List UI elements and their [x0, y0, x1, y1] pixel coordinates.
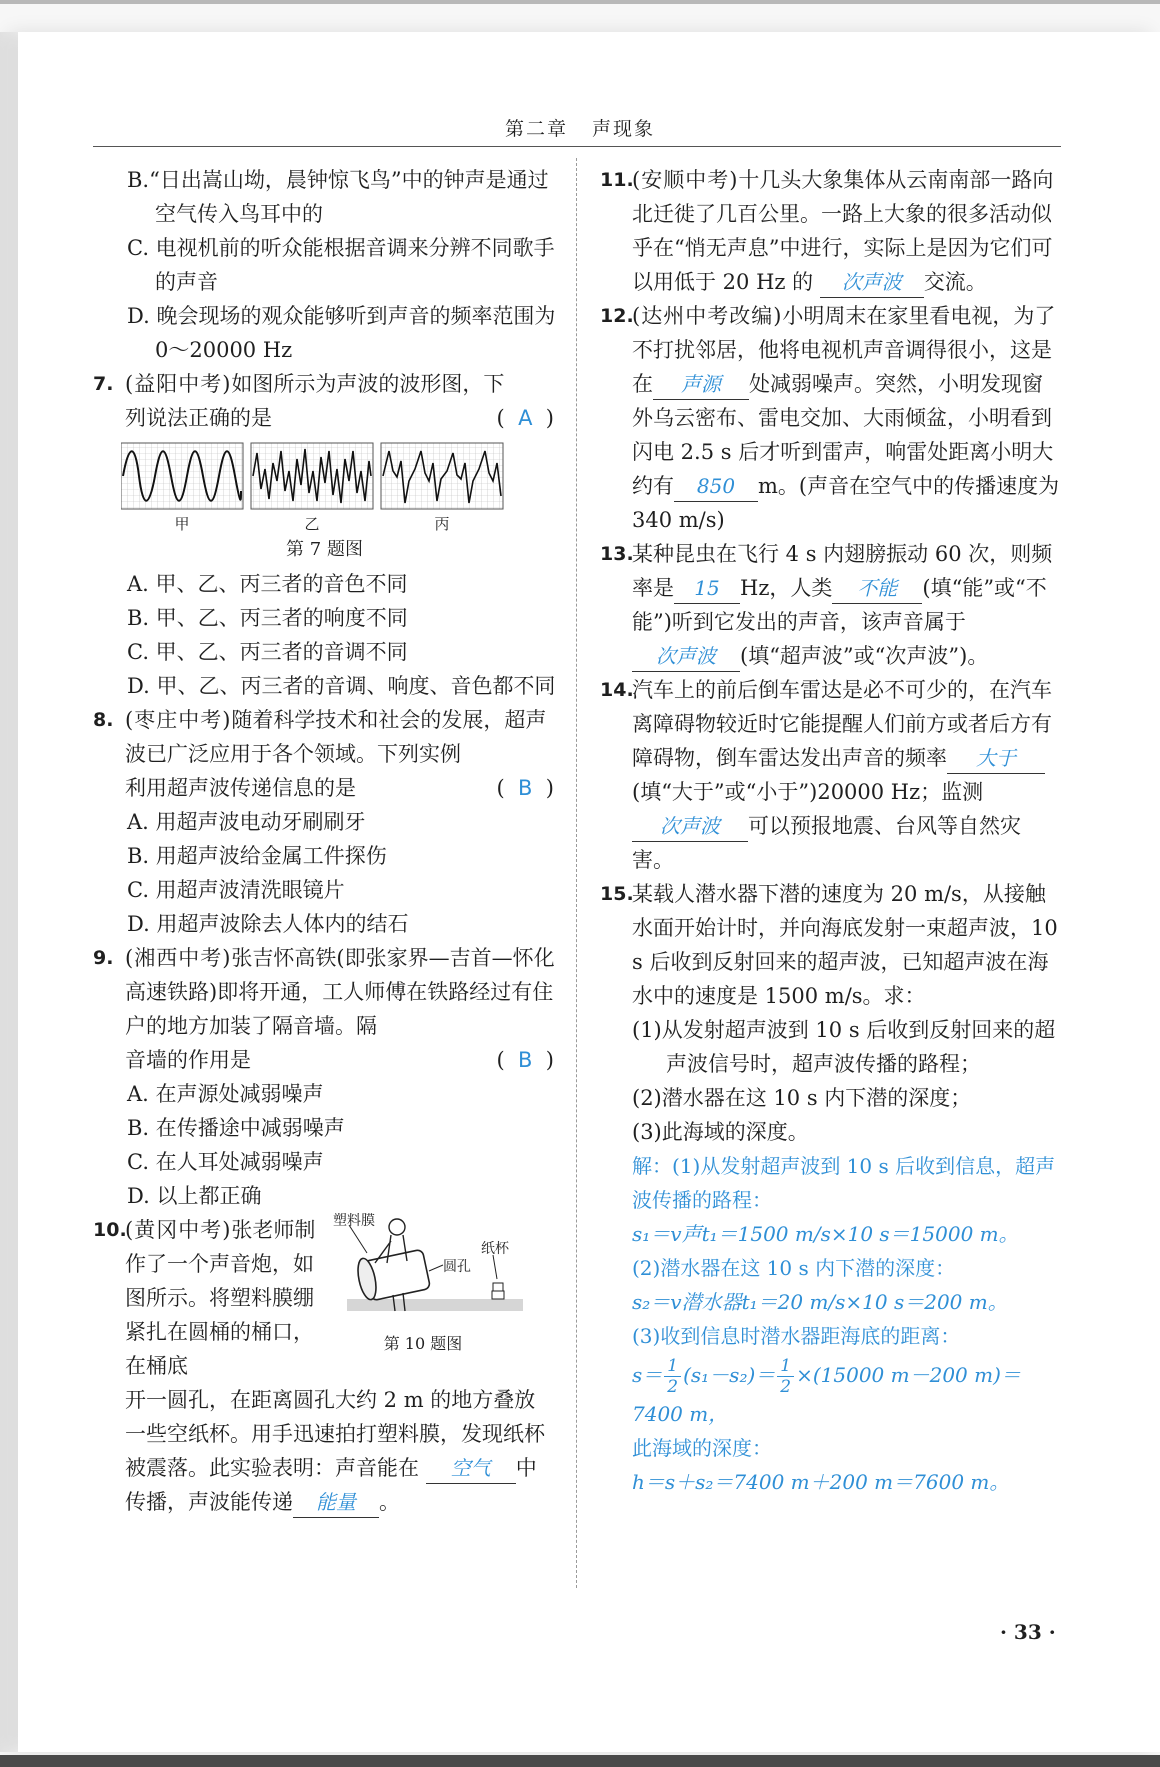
frac2-den: 2 [780, 1377, 792, 1397]
q10-sound-cannon-figure [333, 1213, 529, 1363]
q9-stem-a: 张吉怀高铁(即张家界—吉首—怀化高速铁路)即将开通，工人师傅在铁路经过有住户的地方加装了隔音墙。隔 [125, 946, 555, 1038]
question-14 [600, 673, 1062, 877]
solution-line-8: 此海域的深度： [632, 1436, 772, 1460]
frac1-num: 1 [664, 1356, 681, 1377]
q7-stem-a: 如图所示为声波的波形图，下 [231, 372, 505, 396]
q7-source: (益阳中考) [125, 372, 232, 396]
q7-answer-bracket: ( A ) [496, 406, 554, 430]
q11-blank-1: 次声波 [820, 267, 924, 298]
q14-number: 14. [600, 679, 634, 701]
question-11 [600, 163, 1062, 299]
question-12 [600, 299, 1062, 537]
q10-number: 10. [93, 1219, 127, 1241]
q13-stem-a: 某种昆虫在飞行 4 s 内翅膀振动 60 次，则频率是 [632, 542, 1053, 600]
solution-line-7: 7400 m， [632, 1402, 729, 1426]
q9-answer-bracket: ( B ) [496, 1048, 554, 1072]
question-10 [93, 1213, 556, 1519]
q8-option-b: B. 用超声波给金属工件探伤 [127, 844, 387, 868]
wave-label-a: 甲 [174, 515, 190, 533]
q13-stem-b: Hz，人类 [740, 576, 833, 600]
q9-answer: B [518, 1048, 533, 1072]
q11-source: (安顺中考) [632, 168, 739, 192]
q10-cups [492, 1283, 504, 1299]
frac2-num: 1 [777, 1356, 794, 1377]
q8-option-d: D. 用超声波除去人体内的结石 [127, 912, 409, 936]
q15-part-3: (3)此海域的深度。 [632, 1120, 809, 1144]
q9-stem-b: 音墙的作用是 [125, 1048, 251, 1072]
q8-answer-bracket: ( B ) [496, 776, 554, 800]
q13-stem-c: (填“能”或“不能”)听到它发出的声音，该声音属于 [632, 576, 1047, 634]
q8-option-a: A. 用超声波电动牙刷刷牙 [127, 810, 366, 834]
question-8 [93, 703, 556, 805]
q6-option-c: C. 电视机前的听众能根据音调来分辨不同歌手的声音 [127, 236, 555, 294]
q7-option-b: B. 甲、乙、丙三者的响度不同 [127, 606, 408, 630]
left-column [93, 163, 556, 1519]
q12-stem-c: m。(声音在空气中的传播速度为 340 m/s) [632, 474, 1060, 532]
q10-hole-pointer [429, 1265, 443, 1271]
q10-drum [355, 1249, 431, 1301]
q10-ground [347, 1299, 523, 1311]
q8-source: (枣庄中考) [125, 708, 232, 732]
q10-blank-2: 能量 [293, 1487, 379, 1518]
q15-stem: 某载人潜水器下潜的速度为 20 m/s，从接触水面开始计时，并向海底发射一束超声波，10 s 后收到反射回来的超声波，已知超声波在海水中的速度是 1500 m/s。求： [632, 882, 1058, 1008]
q15-part-2: (2)潜水器在这 10 s 内下潜的深度； [632, 1086, 972, 1110]
q7-caption: 第 7 题图 [286, 539, 363, 560]
q10-source: (黄冈中考) [125, 1218, 232, 1242]
q10-mid: 中传播，声波能传递 [125, 1456, 537, 1514]
sol6-s: s＝ [632, 1363, 663, 1387]
q8-answer: B [518, 776, 533, 800]
q8-option-c: C. 用超声波清洗眼镜片 [127, 878, 345, 902]
q10-end: 。 [379, 1490, 400, 1514]
q12-stem-b: 处减弱噪声。突然，小明发现窗外乌云密布、雷电交加、大雨倾盆，小明看到闪电 2.5 s 后才听到雷声，响雷处距离小明大约有 [632, 372, 1054, 498]
q11-stem: 十几头大象集体从云南南部一路向北迁徙了几百公里。一路上大象的很多活动似乎在“悄无声息”中进行，实际上是因为它们可以用低于 20 Hz 的 [632, 168, 1054, 294]
q10-caption: 第 10 题图 [383, 1334, 463, 1353]
q14-stem-b: (填“大于”或“小于”)20000 Hz；监测 [632, 780, 984, 804]
q15-part-1: (1)从发射超声波到 10 s 后收到反射回来的超声波信号时，超声波传播的路程； [632, 1018, 1056, 1076]
q10-cup-pointer [493, 1255, 497, 1279]
q13-number: 13. [600, 543, 634, 565]
q7-option-d: D. 甲、乙、丙三者的音调、响度、音色都不同 [127, 674, 556, 698]
q7-stem-b: 列说法正确的是 [125, 406, 272, 430]
q12-blank-1: 声源 [653, 369, 749, 400]
q10-blank-1: 空气 [426, 1453, 516, 1484]
q14-blank-1: 大于 [947, 743, 1045, 774]
q7-waveform-figure [121, 441, 505, 533]
q15-solution [632, 1149, 1062, 1499]
q12-stem-a: 小明周末在家里看电视，为了不打扰邻居，他将电视机声音调得很小，这是在 [632, 304, 1056, 396]
bottom-edge [0, 1755, 1160, 1767]
question-7 [93, 367, 556, 435]
q13-stem-d: (填“超声波”或“次声波”)。 [740, 644, 989, 668]
q7-option-a: A. 甲、乙、丙三者的音色不同 [127, 572, 408, 596]
page-binding-edge [0, 32, 18, 1752]
question-13 [600, 537, 1062, 673]
page-number: · 33 · [1000, 1620, 1056, 1644]
fraction-half-2 [777, 1356, 794, 1397]
chapter-title: 声现象 [592, 118, 656, 140]
q12-number: 12. [600, 305, 634, 327]
right-column [600, 163, 1062, 1499]
q11-number: 11. [600, 169, 634, 191]
q9-option-d: D. 以上都正确 [127, 1184, 262, 1208]
q6-option-d: D. 晚会现场的观众能够听到声音的频率范围为 0～20000 Hz [127, 304, 556, 362]
frac1-den: 2 [667, 1377, 679, 1397]
solution-line-4: s₂＝v潜水器t₁＝20 m/s×10 s＝200 m。 [632, 1290, 1008, 1314]
solution-line-2: s₁＝v声t₁＝1500 m/s×10 s＝15000 m。 [632, 1222, 1019, 1246]
q7-option-c: C. 甲、乙、丙三者的音调不同 [127, 640, 408, 664]
column-divider [576, 158, 577, 1588]
q12-source: (达州中考改编) [632, 304, 783, 328]
sol6-c: ×(15000 m－200 m)＝ [796, 1363, 1021, 1387]
q14-stem-a: 汽车上的前后倒车雷达是必不可少的，在汽车离障碍物较近时它能提醒人们前方或者后方有障碍物，倒车雷达发出声音的频率 [632, 678, 1052, 770]
q13-blank-2: 不能 [832, 573, 922, 604]
q15-number: 15. [600, 883, 634, 905]
fraction-half-1 [664, 1356, 681, 1397]
solution-line-1: 解：(1)从发射超声波到 10 s 后收到信息，超声波传播的路程： [632, 1154, 1056, 1212]
solution-line-3: (2)潜水器在这 10 s 内下潜的深度： [632, 1256, 956, 1280]
q8-number: 8. [93, 709, 114, 731]
q10-label-film: 塑料膜 [333, 1213, 375, 1229]
q8-stem-b: 利用超声波传递信息的是 [125, 776, 356, 800]
q10-stem-b: 开一圆孔，在距离圆孔大约 2 m 的地方叠放一些空纸杯。用手迅速拍打塑料膜，发现纸杯被震落。此实验表明：声音能在 [125, 1388, 545, 1480]
q10-label-cup: 纸杯 [481, 1241, 509, 1257]
q14-stem-c: 可以预报地震、台风等自然灾害。 [632, 814, 1021, 872]
q13-blank-3: 次声波 [632, 641, 740, 672]
solution-line-5: (3)收到信息时潜水器距海底的距离： [632, 1324, 961, 1348]
q13-blank-1: 15 [674, 573, 740, 604]
question-9 [93, 941, 556, 1077]
q10-film-pointer [349, 1225, 367, 1253]
q7-answer: A [518, 406, 533, 430]
sol6-b: (s₁－s₂)＝ [683, 1363, 776, 1387]
q9-option-a: A. 在声源处减弱噪声 [127, 1082, 324, 1106]
top-edge [0, 0, 1160, 4]
wave-label-c: 丙 [434, 515, 450, 533]
q10-label-hole: 圆孔 [443, 1259, 471, 1275]
question-15 [600, 877, 1062, 1499]
q9-option-c: C. 在人耳处减弱噪声 [127, 1150, 324, 1174]
q12-blank-2: 850 [674, 471, 758, 502]
q10-stem-a: 张老师制作了一个声音炮，如图所示。将塑料膜绷紧扎在圆桶的桶口，在桶底 [125, 1218, 316, 1378]
q11-end: 交流。 [923, 270, 987, 294]
q7-number: 7. [93, 373, 114, 395]
chapter-number: 第二章 [504, 118, 568, 140]
q6-option-b: B.“日出嵩山坳，晨钟惊飞鸟”中的钟声是通过空气传入鸟耳中的 [127, 168, 549, 226]
solution-line-9: h＝s＋s₂＝7400 m＋200 m＝7600 m。 [632, 1470, 1010, 1494]
solution-line-6 [632, 1353, 1062, 1397]
header-rule [93, 146, 1061, 147]
q14-blank-2: 次声波 [632, 811, 748, 842]
q9-option-b: B. 在传播途中减弱噪声 [127, 1116, 345, 1140]
q9-number: 9. [93, 947, 114, 969]
q9-source: (湘西中考) [125, 946, 232, 970]
q8-stem-a: 随着科学技术和社会的发展，超声波已广泛应用于各个领域。下列实例 [125, 708, 547, 766]
running-head [0, 114, 1160, 141]
wave-label-b: 乙 [304, 515, 320, 533]
